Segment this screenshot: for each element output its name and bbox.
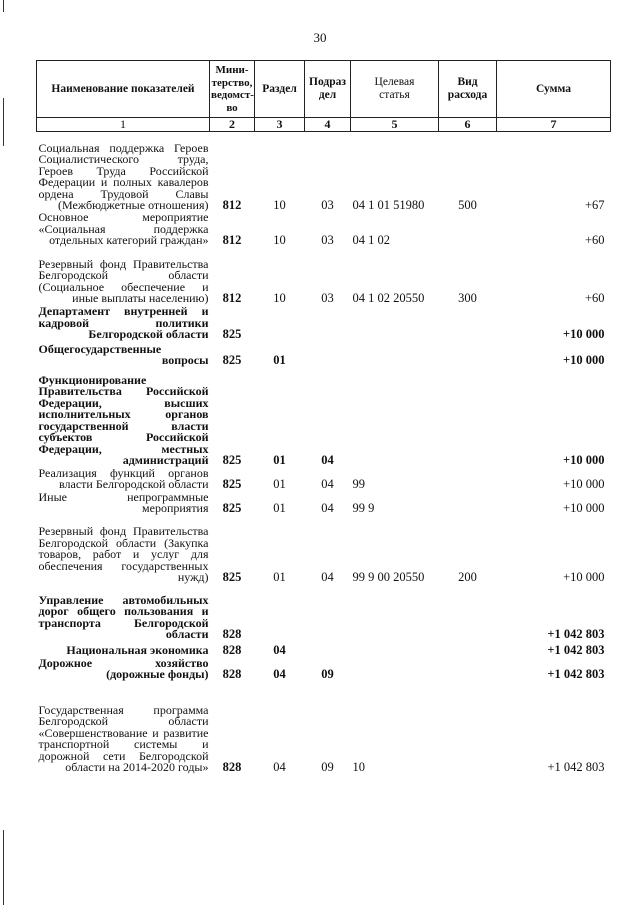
- row-target: 04 1 02 20550: [352, 291, 425, 305]
- row-subsection: 03: [321, 291, 334, 305]
- row-target: 10: [352, 760, 365, 774]
- row-target: [351, 584, 439, 641]
- table-row: [37, 132, 611, 212]
- col-number: 5: [351, 118, 439, 132]
- row-type: 500: [458, 198, 477, 212]
- row-section: [255, 305, 305, 341]
- row-ministry: 825: [222, 327, 242, 341]
- table-row: [37, 467, 611, 491]
- budget-table: [36, 60, 611, 774]
- row-section: 01: [273, 570, 286, 584]
- row-sum: +60: [584, 233, 605, 247]
- row-ministry: 812: [222, 233, 242, 247]
- row-target: 99 9: [352, 501, 375, 515]
- header-target: Целевая статья: [351, 61, 439, 118]
- margin-mark: [3, 830, 4, 905]
- row-ministry: 828: [222, 643, 242, 657]
- row-sum: +10 000: [563, 453, 605, 467]
- row-name: Резервный фонд Правительства Белгородской области (Закупка товаров, работ и услуг для обеспечения государственных нужд): [38, 524, 209, 584]
- row-target: [351, 641, 439, 657]
- row-type: [439, 657, 497, 681]
- row-section: 01: [273, 501, 286, 515]
- row-sum: +1 042 803: [547, 627, 605, 641]
- table-row: [37, 641, 611, 657]
- table-row: [37, 491, 611, 515]
- row-subsection: [305, 641, 351, 657]
- row-name: Основное мероприятие «Социальная поддержка отдельных категорий граждан»: [38, 210, 209, 247]
- row-name: Управление автомобильных дорог общего пользования и транспорта Белгородской области: [38, 592, 209, 641]
- table-row: [37, 657, 611, 681]
- row-ministry: 825: [222, 353, 242, 367]
- header-sum: Сумма: [497, 61, 611, 118]
- row-subsection: 04: [321, 501, 334, 515]
- row-sum: +60: [584, 291, 605, 305]
- row-section: 10: [273, 198, 286, 212]
- row-sum: +10 000: [563, 353, 605, 367]
- row-section: 10: [273, 291, 286, 305]
- row-name: Реализация функций органов власти Белгородской области: [38, 465, 209, 491]
- row-target: [351, 367, 439, 467]
- row-type: [439, 584, 497, 641]
- row-section: 04: [273, 760, 286, 774]
- row-section: 01: [273, 477, 286, 491]
- row-name: Социальная поддержка Героев Социалистического труда, Героев Труда Российской Федерации и полных кавалеров ордена Трудовой Славы (Межбюджетные отношения): [38, 140, 209, 212]
- row-ministry: 828: [222, 667, 242, 681]
- row-target: [351, 657, 439, 681]
- col-number: 7: [497, 118, 611, 132]
- table-row: [37, 305, 611, 341]
- header-section: Раздел: [255, 61, 305, 118]
- row-sum: +10 000: [563, 501, 605, 515]
- row-type: [439, 305, 497, 341]
- col-number: 4: [305, 118, 351, 132]
- row-name: Функционирование Правительства Российской Федерации, высших исполнительных органов государственной власти субъектов Российской Федерации, местных администраций: [38, 372, 209, 467]
- row-name: Департамент внутренней и кадровой политики Белгородской области: [38, 304, 209, 341]
- header-ministry: Мини- терство, ведомст- во: [210, 61, 255, 118]
- row-sum: +1 042 803: [547, 643, 605, 657]
- col-number: 2: [210, 118, 255, 132]
- col-number: 3: [255, 118, 305, 132]
- col-number: 1: [37, 118, 210, 132]
- row-ministry: 825: [222, 477, 242, 491]
- table-row: [37, 247, 611, 305]
- row-subsection: 03: [321, 198, 334, 212]
- table-row: [37, 212, 611, 247]
- row-target: 99 9 00 20550: [352, 570, 425, 584]
- table-row: [37, 584, 611, 641]
- row-name: Дорожное хозяйство (дорожные фонды): [38, 655, 209, 681]
- margin-mark: [3, 98, 4, 146]
- row-subsection: 03: [321, 233, 334, 247]
- row-type: [439, 491, 497, 515]
- row-ministry: 812: [222, 198, 242, 212]
- col-number: 6: [439, 118, 497, 132]
- row-ministry: 825: [222, 501, 242, 515]
- row-section: 04: [273, 667, 286, 681]
- row-ministry: 825: [222, 570, 242, 584]
- row-sum: +1 042 803: [547, 760, 605, 774]
- table-row: [37, 681, 611, 774]
- row-ministry: 828: [222, 760, 242, 774]
- row-subsection: [305, 341, 351, 367]
- row-target: [351, 305, 439, 341]
- row-ministry: 828: [222, 627, 242, 641]
- row-sum: +10 000: [563, 570, 605, 584]
- row-subsection: 09: [321, 667, 334, 681]
- row-type: [439, 341, 497, 367]
- page-number: 30: [313, 30, 327, 45]
- row-section: [255, 584, 305, 641]
- row-section: 10: [273, 233, 286, 247]
- row-subsection: 04: [321, 477, 334, 491]
- row-type: 300: [458, 291, 477, 305]
- row-target: 99: [352, 477, 365, 491]
- row-name: Резервный фонд Правительства Белгородской области (Социальное обеспечение и иные выплаты населению): [38, 256, 209, 305]
- row-name: Национальная экономика: [66, 643, 209, 657]
- row-type: [439, 212, 497, 247]
- row-subsection: [305, 305, 351, 341]
- table-row: [37, 367, 611, 467]
- header-expense-type: Вид расхода: [439, 61, 497, 118]
- row-sum: +67: [584, 198, 605, 212]
- row-type: [439, 641, 497, 657]
- row-ministry: 812: [222, 291, 242, 305]
- row-subsection: 04: [321, 453, 334, 467]
- row-type: [439, 467, 497, 491]
- row-type: 200: [458, 570, 477, 584]
- row-ministry: 825: [222, 453, 242, 467]
- row-section: 01: [273, 453, 286, 467]
- row-sum: +10 000: [563, 327, 605, 341]
- table-row: [37, 515, 611, 584]
- row-type: [439, 681, 497, 774]
- row-sum: +1 042 803: [547, 667, 605, 681]
- margin-mark: [3, 0, 4, 12]
- row-name: Общегосударственные вопросы: [38, 341, 209, 367]
- row-name: Иные непрограммные мероприятия: [38, 489, 209, 515]
- row-target: 04 1 01 51980: [352, 198, 425, 212]
- row-sum: +10 000: [563, 477, 605, 491]
- row-section: 04: [273, 643, 286, 657]
- table-row: [37, 341, 611, 367]
- header-name: Наименование показателей: [37, 61, 210, 118]
- header-subsection: Подраз дел: [305, 61, 351, 118]
- row-name: Государственная программа Белгородской области «Совершенствование и развитие транспортной системы и дорожной сети Белгородской области на 2014-2020 годы»: [38, 702, 209, 774]
- row-subsection: [305, 584, 351, 641]
- row-type: [439, 367, 497, 467]
- row-subsection: 04: [321, 570, 334, 584]
- row-target: [351, 341, 439, 367]
- row-section: 01: [273, 353, 286, 367]
- row-subsection: 09: [321, 760, 334, 774]
- row-target: 04 1 02: [352, 233, 390, 247]
